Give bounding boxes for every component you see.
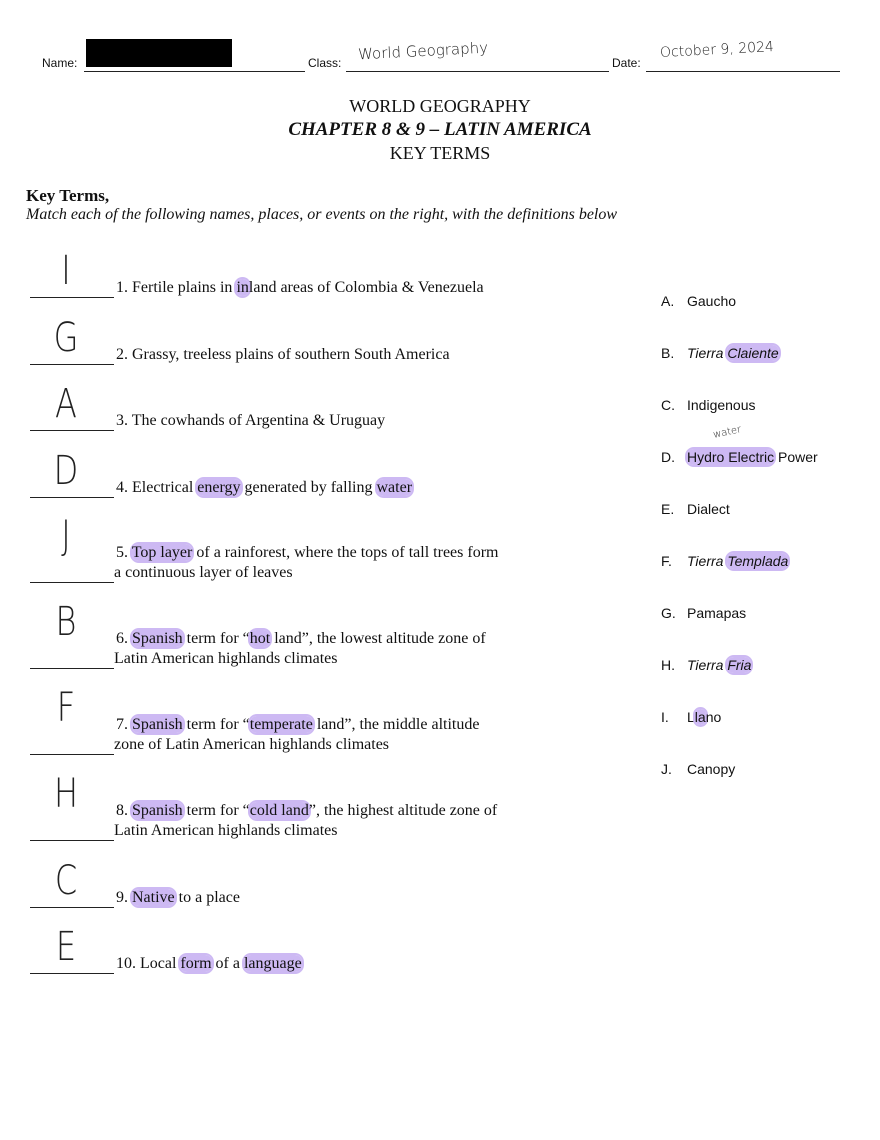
option-letter: C. bbox=[661, 397, 675, 413]
handwritten-answer: B bbox=[55, 599, 77, 645]
text-segment: Pamapas bbox=[687, 605, 747, 621]
highlighted-text: Hydro Electric bbox=[687, 449, 775, 465]
handwritten-answer: J bbox=[61, 513, 71, 559]
highlighted-text: temperate bbox=[249, 716, 313, 733]
option-letter: H. bbox=[661, 657, 675, 673]
text-segment: term for “ bbox=[182, 630, 250, 647]
title-line3: KEY TERMS bbox=[389, 143, 491, 163]
answer-blank[interactable] bbox=[30, 430, 114, 431]
answer-blank[interactable] bbox=[30, 364, 114, 365]
highlighted-text: Templada bbox=[727, 553, 789, 569]
highlighted-text: Top layer bbox=[131, 544, 193, 561]
text-segment: L bbox=[687, 709, 695, 725]
text-segment: land”, the lowest altitude zone of bbox=[270, 630, 486, 647]
option-item bbox=[661, 553, 788, 569]
highlighted-text: in bbox=[236, 279, 249, 296]
question-text bbox=[116, 478, 412, 498]
handwritten-answer: E bbox=[55, 924, 77, 970]
highlighted-text: energy bbox=[197, 479, 241, 496]
highlighted-text: Fria bbox=[727, 657, 752, 673]
class-value: World Geography bbox=[357, 38, 489, 64]
key-terms-heading: Key Terms, bbox=[26, 186, 110, 205]
question-text bbox=[116, 629, 486, 669]
question-text bbox=[116, 345, 450, 365]
text-segment: 2. Grassy, treeless plains of southern South America bbox=[116, 346, 450, 363]
question-line bbox=[114, 563, 498, 583]
handwritten-note: water bbox=[712, 424, 743, 441]
handwritten-answer: F bbox=[56, 685, 76, 731]
text-segment: term for “ bbox=[182, 716, 250, 733]
option-item bbox=[661, 501, 730, 517]
highlighted-text: Spanish bbox=[132, 716, 183, 733]
option-letter: A. bbox=[661, 293, 675, 309]
question-line bbox=[116, 345, 450, 365]
answer-blank[interactable] bbox=[30, 754, 114, 755]
question-text bbox=[116, 543, 498, 583]
question-text bbox=[116, 411, 385, 431]
option-item bbox=[661, 709, 721, 725]
name-label: Name: bbox=[42, 56, 78, 70]
option-item bbox=[661, 397, 756, 413]
class-line[interactable] bbox=[346, 71, 609, 72]
question-line bbox=[116, 801, 497, 821]
handwritten-answer: C bbox=[54, 858, 78, 904]
question-line bbox=[116, 888, 240, 908]
question-text bbox=[116, 954, 302, 974]
text-segment: 6. bbox=[116, 630, 132, 647]
question-line bbox=[114, 649, 486, 669]
answer-blank[interactable] bbox=[30, 497, 114, 498]
highlighted-text: water bbox=[376, 479, 413, 496]
title-line1: WORLD GEOGRAPHY bbox=[349, 96, 531, 116]
option-item bbox=[661, 657, 751, 673]
text-segment: 1. Fertile plains in bbox=[116, 279, 237, 296]
highlighted-text: Claiente bbox=[727, 345, 779, 361]
answer-blank[interactable] bbox=[30, 907, 114, 908]
option-letter: B. bbox=[661, 345, 675, 361]
text-segment: land”, the middle altitude bbox=[312, 716, 480, 733]
answer-blank[interactable] bbox=[30, 582, 114, 583]
text-segment: no bbox=[705, 709, 722, 725]
text-segment: 3. The cowhands of Argentina & Uruguay bbox=[116, 412, 386, 429]
option-letter: E. bbox=[661, 501, 675, 517]
option-item bbox=[661, 293, 736, 309]
handwritten-answer: D bbox=[53, 448, 79, 494]
text-segment: term for “ bbox=[182, 802, 250, 819]
highlighted-text: la bbox=[694, 709, 706, 725]
text-segment: of a bbox=[211, 955, 244, 972]
name-line bbox=[84, 71, 305, 72]
option-letter: J. bbox=[661, 761, 672, 777]
option-item bbox=[661, 424, 818, 465]
text-segment: Tierra bbox=[687, 345, 728, 361]
question-line bbox=[116, 411, 385, 431]
question-line bbox=[116, 954, 302, 974]
highlighted-text: Spanish bbox=[132, 802, 183, 819]
highlighted-text: cold land bbox=[249, 802, 309, 819]
text-segment: land areas of Colombia & Venezuela bbox=[248, 279, 484, 296]
text-segment: 9. bbox=[116, 889, 132, 906]
handwritten-answer: A bbox=[55, 381, 77, 427]
handwritten-answer: G bbox=[53, 315, 79, 361]
title-line2: CHAPTER 8 & 9 – LATIN AMERICA bbox=[288, 119, 592, 140]
question-line bbox=[116, 478, 412, 498]
text-segment: of a rainforest, where the tops of tall trees form bbox=[192, 544, 499, 561]
option-item bbox=[661, 761, 735, 777]
instructions-text: Match each of the following names, places, or events on the right, with the definitions below bbox=[26, 206, 618, 223]
text-segment: Tierra bbox=[687, 553, 728, 569]
text-segment: Dialect bbox=[687, 501, 730, 517]
option-item bbox=[661, 345, 779, 361]
highlighted-text: Spanish bbox=[132, 630, 183, 647]
answer-blank[interactable] bbox=[30, 840, 114, 841]
highlighted-text: form bbox=[180, 955, 212, 972]
text-segment: Gaucho bbox=[687, 293, 737, 309]
text-segment: generated by falling bbox=[240, 479, 377, 496]
text-segment: 8. bbox=[116, 802, 132, 819]
option-item bbox=[661, 605, 746, 621]
highlighted-text: Native bbox=[132, 889, 175, 906]
text-segment: 7. bbox=[116, 716, 132, 733]
option-letter: G. bbox=[661, 605, 676, 621]
handwritten-answer: H bbox=[53, 771, 79, 817]
date-value: October 9, 2024 bbox=[659, 39, 775, 61]
name-redaction bbox=[86, 39, 232, 67]
text-segment: 4. Electrical bbox=[116, 479, 198, 496]
option-letter: F. bbox=[661, 553, 672, 569]
question-text bbox=[116, 888, 240, 908]
question-text bbox=[116, 278, 484, 298]
text-segment: Power bbox=[774, 449, 818, 465]
text-segment: 10. Local bbox=[116, 955, 181, 972]
question-text bbox=[116, 715, 479, 755]
question-line bbox=[114, 735, 479, 755]
text-segment: to a place bbox=[174, 889, 240, 906]
answer-blank[interactable] bbox=[30, 668, 114, 669]
text-segment: Latin American highlands climates bbox=[114, 822, 338, 839]
text-segment: 5. bbox=[116, 544, 132, 561]
class-label: Class: bbox=[308, 56, 342, 70]
question-line bbox=[116, 715, 479, 735]
text-segment: ”, the highest altitude zone of bbox=[308, 802, 498, 819]
text-segment: Canopy bbox=[687, 761, 736, 777]
highlighted-text: language bbox=[243, 955, 302, 972]
question-line bbox=[116, 543, 498, 563]
question-line bbox=[116, 629, 486, 649]
text-segment: Latin American highlands climates bbox=[114, 650, 338, 667]
text-segment: a continuous layer of leaves bbox=[114, 564, 293, 581]
text-segment: zone of Latin American highlands climates bbox=[114, 736, 390, 753]
date-line[interactable] bbox=[646, 71, 840, 72]
highlighted-text: hot bbox=[249, 630, 271, 647]
option-letter: I. bbox=[661, 709, 669, 725]
answer-blank[interactable] bbox=[30, 973, 114, 974]
question-line bbox=[114, 821, 497, 841]
text-segment: Tierra bbox=[687, 657, 728, 673]
question-line bbox=[116, 278, 484, 298]
text-segment: Indigenous bbox=[687, 397, 756, 413]
option-letter: D. bbox=[661, 449, 675, 465]
date-label: Date: bbox=[612, 56, 641, 70]
handwritten-answer: I bbox=[61, 248, 71, 294]
answer-blank[interactable] bbox=[30, 297, 114, 298]
question-text bbox=[116, 801, 497, 841]
